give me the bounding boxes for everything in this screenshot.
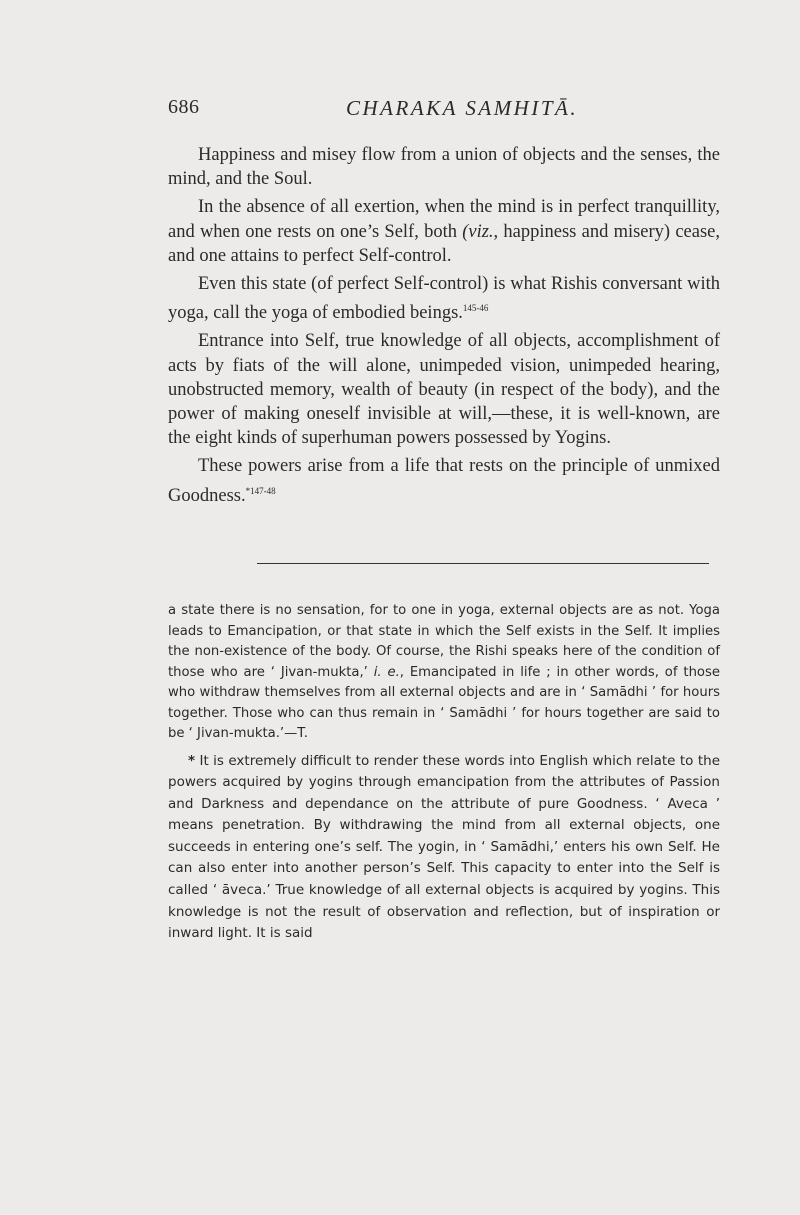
main-text	[168, 143, 720, 512]
italic-text: (viz.	[462, 221, 494, 242]
paragraph	[168, 195, 720, 268]
footnote	[168, 751, 720, 945]
footnote-divider	[257, 563, 709, 564]
running-title: CHARAKA SAMHITĀ.	[346, 96, 579, 120]
footnotes	[168, 601, 720, 951]
text-span: Even this state (of perfect Self-control) is what Rishis conversant with yoga, call the yoga of embodied beings.	[168, 274, 720, 324]
text-span: , happiness and misery) cease, and one attains to perfect Self-control.	[168, 221, 720, 266]
verse-reference: 145-46	[462, 303, 489, 314]
text-span: a state there is no sensation, for to one in yoga, external objects are as not. Yoga leads to Emancipation, or that state in which the Self exists in the Self. It implies the non-existence of the body. Of course, the Rishi speaks here of the condition of those who are ‘ Jivan-mukta,’	[168, 603, 720, 680]
footnote-continued	[168, 601, 720, 745]
text-span: It is extremely difficult to render these words into English which relate to the powers acquired by yogins through emancipation from the attributes of Passion and Darkness and dependance on the attribute of pure Goodness. ‘ Aveca ’ means penetration. By withdrawing the mind from all external objects, one succeeds in entering one’s self. The yogin, in ‘ Samādhi,’ enters his own Self. He can also enter into another person’s Self. This capacity to enter into the Self is called ‘ āveca.’ True knowledge of all external objects is acquired by yogins. This knowledge is not the result of observation and reflection, but of inspiration or inward light. It is said	[168, 752, 720, 942]
page-header	[168, 96, 710, 124]
verse-reference: *147-48	[245, 485, 276, 496]
footnote-marker: *	[188, 752, 196, 769]
text-span: These powers arise from a life that rests on the principle of unmixed Goodness.	[168, 456, 720, 506]
paragraph: Happiness and misey flow from a union of objects and the senses, the mind, and the Soul.	[168, 145, 720, 190]
page-number: 686	[168, 96, 200, 118]
paragraph: Entrance into Self, true knowledge of all objects, accomplishment of acts by fiats of the will alone, unimpeded vision, unimpeded hearing, unobstructed memory, wealth of beauty (in respect of the body), and the power of making oneself invisible at will,—these, it is well-known, are the eight kinds of superhuman powers possessed by Yogins.	[168, 331, 720, 449]
paragraph	[168, 454, 720, 507]
text-span: , Emancipated in life ; in other words, of those who withdraw themselves from all external objects and are in ‘ Samādhi ’ for hours together. Those who can thus remain in ‘ Samādhi ’ for hours together are said to be ‘ Jivan-mukta.’—T.	[168, 664, 720, 741]
italic-text: i. e.	[373, 664, 400, 680]
text-span: In the absence of all exertion, when the mind is in perfect tranquillity, and when one rests on one’s Self, both	[168, 197, 720, 242]
paragraph	[168, 272, 720, 325]
